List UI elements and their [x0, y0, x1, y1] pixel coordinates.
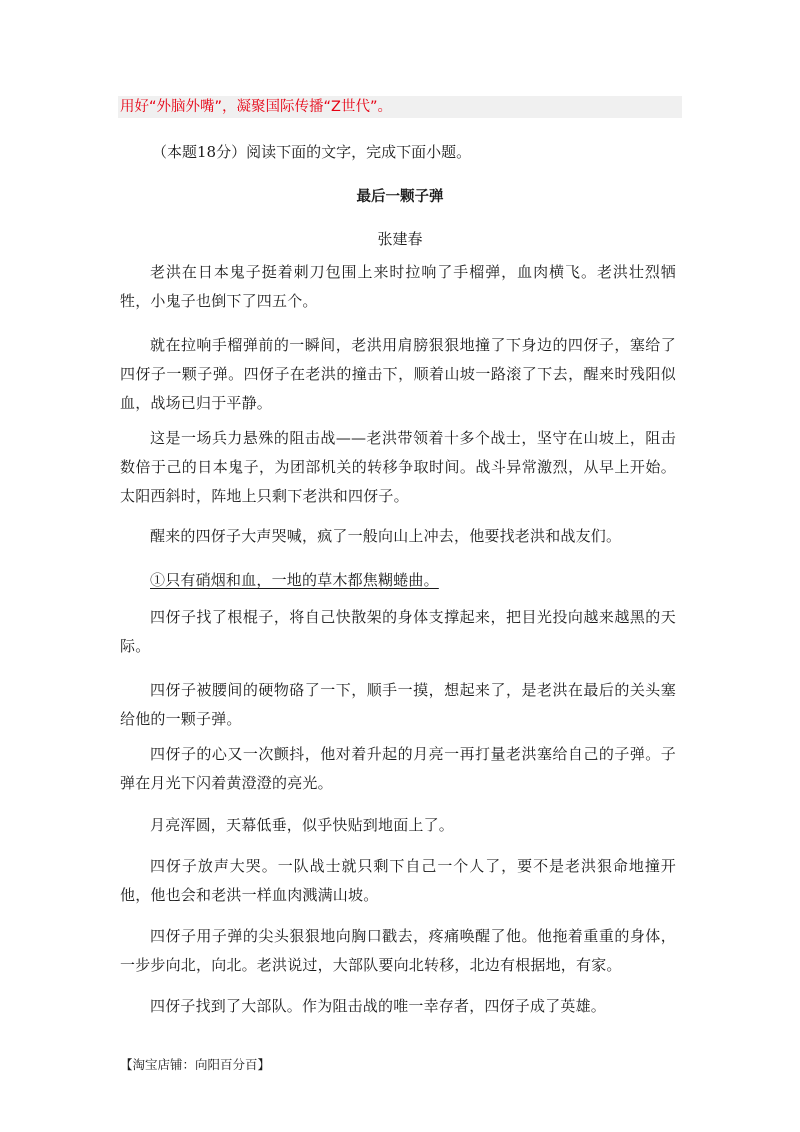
- question-intro: （本题18分）阅读下面的文字，完成下面小题。: [152, 143, 472, 161]
- story-author: 张建春: [377, 230, 423, 248]
- story-paragraph: 四伢子的心又一次颤抖，他对着升起的月亮一再打量老洪塞给自己的子弹。子弹在月光下闪着黄澄澄的亮光。: [120, 745, 676, 792]
- story-paragraph: 就在拉响手榴弹前的一瞬间，老洪用肩膀狠狠地撞了下身边的四伢子，塞给了四伢子一颗子弹。四伢子在老洪的撞击下，顺着山坡一路滚了下去，醒来时残阳似血，战场已归于平静。: [120, 336, 676, 412]
- story-paragraph: 四伢子放声大哭。一队战士就只剩下自己一个人了，要不是老洪狠命地撞开他，他也会和老洪一样血肉溅满山坡。: [120, 857, 676, 904]
- shop-footer: 【淘宝店铺：向阳百分百】: [120, 1057, 271, 1072]
- story-paragraph: 四伢子用子弹的尖头狠狠地向胸口戳去，疼痛唤醒了他。他拖着重重的身体，一步步向北，向北。老洪说过，大部队要向北转移，北边有根据地，有家。: [120, 927, 676, 974]
- story-paragraph: 月亮浑圆，天幕低垂，似乎快贴到地面上了。: [150, 816, 455, 834]
- story-title: 最后一颗子弹: [356, 189, 444, 205]
- story-paragraph: 醒来的四伢子大声哭喊，疯了一般向山上冲去，他要找老洪和战友们。: [150, 527, 622, 545]
- story-paragraph: 四伢子找到了大部队。作为阻击战的唯一幸存者，四伢子成了英雄。: [150, 997, 607, 1015]
- headline: 用好“外脑外嘴”，凝聚国际传播“Z世代”。: [118, 96, 682, 118]
- story-paragraph: 这是一场兵力悬殊的阻击战——老洪带领着十多个战士，坚守在山坡上，阻击数倍于己的日本鬼子，为团部机关的转移争取时间。战斗异常激烈，从早上开始。太阳西斜时，阵地上只剩下老洪和四伢子。: [120, 429, 676, 505]
- story-paragraph: 老洪在日本鬼子挺着刺刀包围上来时拉响了手榴弹，血肉横飞。老洪壮烈牺牲，小鬼子也倒下了四五个。: [120, 263, 676, 310]
- story-paragraph: 四伢子被腰间的硬物硌了一下，顺手一摸，想起来了，是老洪在最后的关头塞给他的一颗子弹。: [120, 681, 676, 728]
- underlined-sentence: ①只有硝烟和血，一地的草木都焦糊蜷曲。: [150, 571, 439, 589]
- story-paragraph-underlined: [120, 566, 676, 595]
- story-paragraph: 四伢子找了根棍子，将自己快散架的身体支撑起来，把目光投向越来越黑的天际。: [120, 608, 676, 655]
